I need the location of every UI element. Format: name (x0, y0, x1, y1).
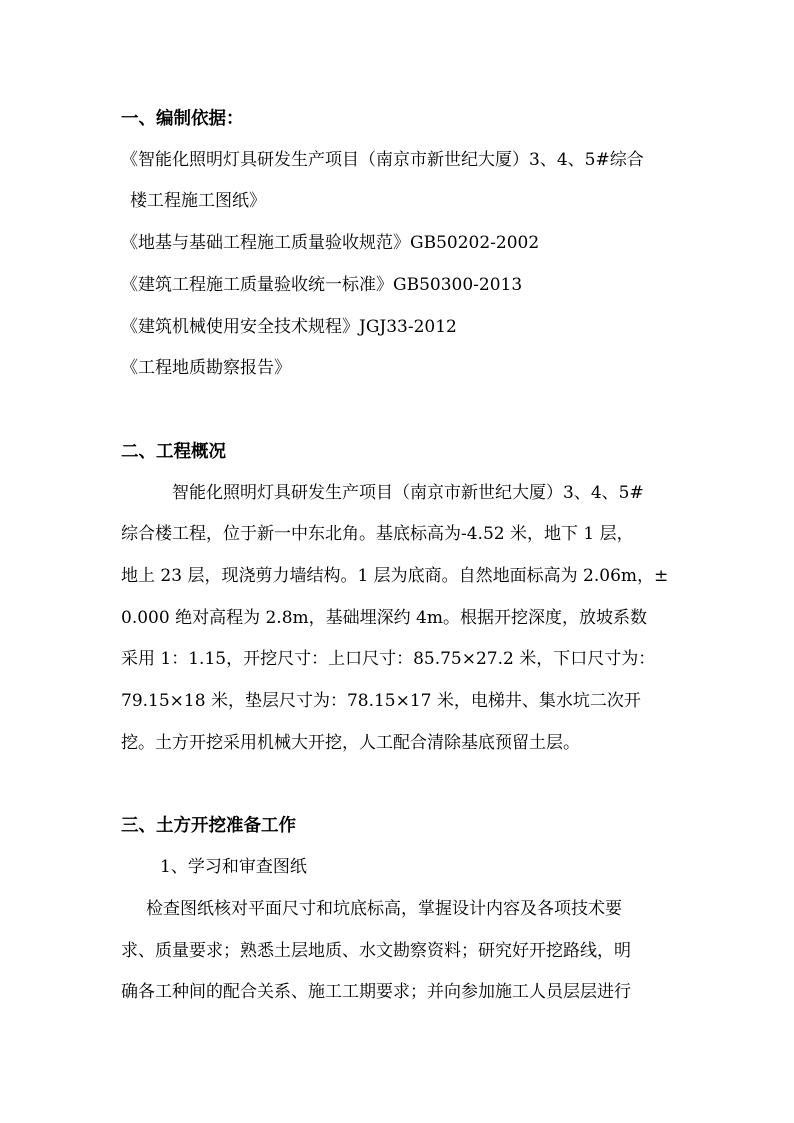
reference-line: 《工程地质勘察报告》 (121, 358, 291, 378)
paragraph-line: 地上 23 层，现浇剪力墙结构。1 层为底商。自然地面标高为 2.06m，± (121, 566, 669, 586)
section-2-heading: 二、工程概况 (121, 442, 226, 462)
paragraph-line: 确各工种间的配合关系、施工工期要求；并向参加施工人员层层进行 (121, 982, 631, 1002)
paragraph-line: 检查图纸核对平面尺寸和坑底标高，掌握设计内容及各项技术要 (146, 899, 622, 919)
reference-line: 《智能化照明灯具研发生产项目（南京市新世纪大厦）3、4、5#综合 (121, 150, 644, 170)
section-3-heading: 三、土方开挖准备工作 (121, 816, 296, 836)
subsection-heading: 1、学习和审查图纸 (160, 857, 307, 877)
paragraph-line: 综合楼工程，位于新一中东北角。基底标高为-4.52 米，地下 1 层， (121, 524, 634, 544)
paragraph-line: 采用 1：1.15，开挖尺寸：上口尺寸：85.75×27.2 米，下口尺寸为： (121, 649, 656, 669)
paragraph-line: 智能化照明灯具研发生产项目（南京市新世纪大厦）3、4、5# (172, 483, 644, 503)
reference-line: 《建筑工程施工质量验收统一标准》GB50300-2013 (121, 275, 523, 295)
reference-line: 《地基与基础工程施工质量验收规范》GB50202-2002 (121, 233, 540, 253)
section-1-heading: 一、编制依据： (121, 109, 244, 129)
paragraph-line: 求、质量要求；熟悉土层地质、水文勘察资料；研究好开挖路线，明 (121, 941, 631, 961)
reference-line: 楼工程施工图纸》 (130, 191, 266, 211)
paragraph-line: 0.000 绝对高程为 2.8m，基础埋深约 4m。根据开挖深度，放坡系数 (121, 608, 647, 628)
paragraph-line: 79.15×18 米，垫层尺寸为：78.15×17 米，电梯井、集水坑二次开 (121, 691, 641, 711)
reference-line: 《建筑机械使用安全技术规程》JGJ33-2012 (121, 317, 457, 337)
paragraph-line: 挖。土方开挖采用机械大开挖，人工配合清除基底预留土层。 (121, 733, 580, 753)
